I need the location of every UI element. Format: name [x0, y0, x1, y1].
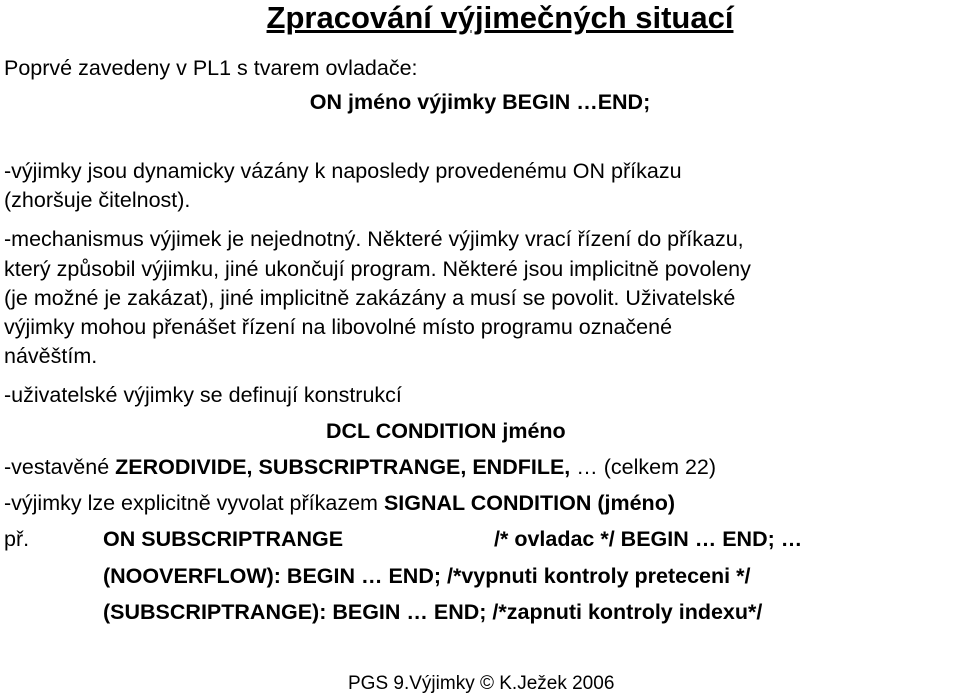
builtin-prefix: -vestavěné	[4, 455, 116, 479]
example-2-code: (NOOVERFLOW): BEGIN … END; /*vypnuti kontroly preteceni */	[103, 564, 751, 588]
example-1-code-b: /* ovladac */ BEGIN … END; …	[494, 527, 803, 551]
intro-text: Poprvé zavedeny v PL1 s tvarem ovladače:	[4, 56, 418, 80]
syntax-text: ON jméno výjimky BEGIN …END;	[309, 90, 651, 114]
builtin-suffix: … (celkem 22)	[570, 455, 717, 479]
example-label: př.	[4, 527, 30, 551]
paragraph-2-line-2: který způsobil výjimku, jiné ukončují program. Některé jsou implicitně povoleny	[4, 257, 751, 281]
dcl-text: DCL CONDITION jméno	[326, 419, 566, 443]
paragraph-2-line-3: (je možné je zakázat), jiné implicitně zakázány a musí se povolit. Uživatelské	[4, 286, 736, 310]
slide-footer: PGS 9.Výjimky © K.Ježek 2006	[348, 673, 615, 694]
signal-statement: SIGNAL CONDITION (jméno)	[383, 491, 675, 515]
paragraph-2-line-4: výjimky mohou přenášet řízení na libovolné místo programu označené	[4, 315, 673, 339]
builtin-line	[4, 454, 716, 480]
example-2	[103, 563, 750, 589]
paragraph-1-line-1: -výjimky jsou dynamicky vázány k naposledy provedenému ON příkazu	[4, 159, 682, 183]
paragraph-1-line-2: (zhoršuje čitelnost).	[4, 188, 191, 212]
example-1-part-a	[103, 526, 343, 552]
example-1-part-b	[494, 526, 802, 552]
paragraph-2-line-5: návěštím.	[4, 344, 98, 368]
signal-prefix: -výjimky lze explicitně vyvolat příkazem	[4, 491, 384, 515]
slide-title: Zpracování výjimečných situací	[266, 0, 734, 35]
example-3-code: (SUBSCRIPTRANGE): BEGIN … END; /*zapnuti kontroly indexu*/	[103, 600, 763, 624]
paragraph-2-line-1: -mechanismus výjimek je nejednotný. Některé výjimky vrací řízení do příkazu,	[4, 227, 744, 251]
builtin-names: ZERODIVIDE, SUBSCRIPTRANGE, ENDFILE,	[115, 455, 571, 479]
example-1-code-a: ON SUBSCRIPTRANGE	[103, 527, 344, 551]
signal-line	[4, 490, 675, 516]
paragraph-3: -uživatelské výjimky se definují konstrukcí	[4, 383, 402, 407]
dcl-line	[326, 418, 566, 444]
syntax-line	[0, 89, 960, 115]
example-3	[103, 599, 762, 625]
